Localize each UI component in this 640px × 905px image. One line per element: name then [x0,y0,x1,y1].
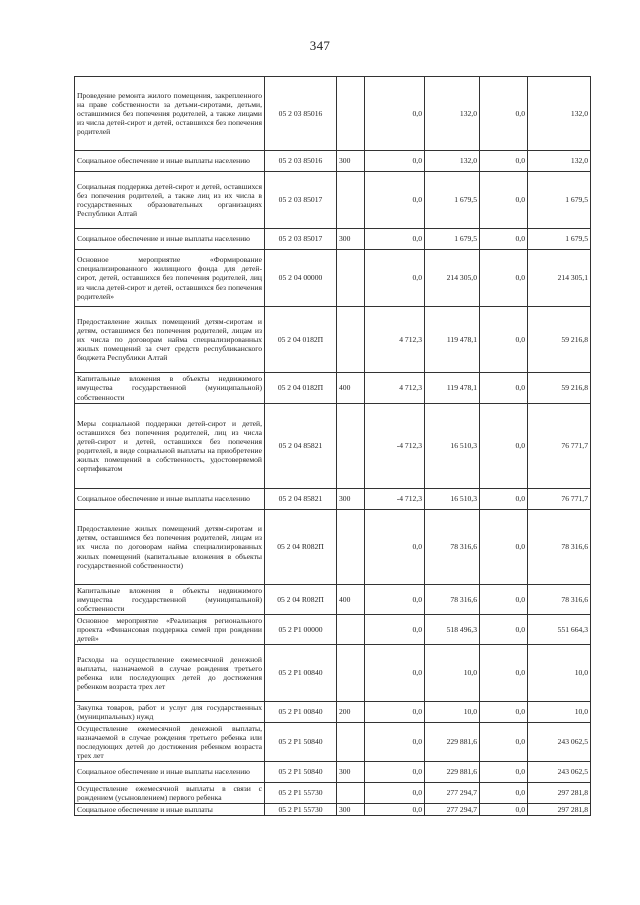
amount-year-1: 214 305,0 [425,250,480,307]
amount-change: 0,0 [365,783,425,804]
amount-change: 4 712,3 [365,307,425,373]
table-row [75,585,591,615]
amount-change: 0,0 [365,250,425,307]
budget-code: 05 2 03 85016 [265,151,337,172]
expense-type: 300 [337,804,365,816]
amount-change: 0,0 [365,804,425,816]
table-row [75,645,591,702]
table-row [75,615,591,645]
row-name: Основное мероприятие «Формирование специализированного жилищного фонда для детей-сирот, детей, оставшихся без попечения родителей, лиц из числа детей-сирот и детей, оставшихся без попечения родителей» [75,250,265,307]
amount-change-2: 0,0 [480,783,528,804]
row-name: Предоставление жилых помещений детям-сиротам и детям, оставшимся без попечения родителей, лицам из их числа по договорам найма специализированных жилых помещений (капитальные вложения в объекты государственной собственности) [75,510,265,585]
expense-type: 200 [337,702,365,723]
table-row [75,783,591,804]
table-row [75,489,591,510]
amount-change: 0,0 [365,172,425,229]
table-row [75,404,591,489]
row-name: Проведение ремонта жилого помещения, закрепленного на праве собственности за детьми-сиротами, детьми, оставшимися без попечения родителей, а также лицами из числа детей-сирот и детей, оставшихся без попечения родителей [75,77,265,151]
amount-year-1: 16 510,3 [425,404,480,489]
expense-type: 300 [337,762,365,783]
budget-code: 05 2 03 85017 [265,172,337,229]
amount-year-2: 132,0 [528,151,591,172]
budget-code: 05 2 P1 00840 [265,645,337,702]
row-name: Меры социальной поддержки детей-сирот и детей, оставшихся без попечения родителей, лиц из числа детей-сирот и детей, оставшихся без попечения родителей, в виде социальной выплаты на приобретение жилых помещений в собственность, удостоверяемой сертификатом [75,404,265,489]
row-name: Социальное обеспечение и иные выплаты населению [75,762,265,783]
table-row [75,510,591,585]
expense-type [337,783,365,804]
expense-type: 300 [337,489,365,510]
table-row [75,373,591,404]
expense-type [337,307,365,373]
amount-year-1: 16 510,3 [425,489,480,510]
row-name: Социальное обеспечение и иные выплаты населению [75,151,265,172]
row-name: Предоставление жилых помещений детям-сиротам и детям, оставшимся без попечения родителей, лицам из их числа по договорам найма специализированных жилых помещений за счет средств республиканского бюджета Республики Алтай [75,307,265,373]
amount-change-2: 0,0 [480,510,528,585]
amount-change-2: 0,0 [480,804,528,816]
amount-change: 0,0 [365,151,425,172]
amount-year-2: 214 305,1 [528,250,591,307]
expense-type [337,404,365,489]
amount-year-1: 10,0 [425,702,480,723]
amount-change: 0,0 [365,615,425,645]
amount-change: -4 712,3 [365,404,425,489]
amount-year-2: 132,0 [528,77,591,151]
expense-type [337,723,365,762]
amount-change: 0,0 [365,645,425,702]
amount-year-1: 1 679,5 [425,229,480,250]
amount-year-1: 78 316,6 [425,585,480,615]
amount-year-1: 1 679,5 [425,172,480,229]
amount-change: 4 712,3 [365,373,425,404]
row-name: Закупка товаров, работ и услуг для государственных (муниципальных) нужд [75,702,265,723]
budget-code: 05 2 03 85017 [265,229,337,250]
amount-year-1: 518 496,3 [425,615,480,645]
amount-year-1: 277 294,7 [425,804,480,816]
row-name: Расходы на осуществление ежемесячной денежной выплаты, назначаемой в случае рождения третьего ребенка или последующих детей до достижения ребенком возраста трех лет [75,645,265,702]
amount-year-2: 1 679,5 [528,229,591,250]
amount-change: 0,0 [365,229,425,250]
row-name: Капитальные вложения в объекты недвижимого имущества государственной (муниципальной) собственности [75,585,265,615]
amount-year-1: 10,0 [425,645,480,702]
table-row [75,229,591,250]
amount-year-1: 119 478,1 [425,307,480,373]
expense-type: 400 [337,585,365,615]
amount-year-2: 76 771,7 [528,489,591,510]
amount-year-2: 10,0 [528,645,591,702]
amount-change-2: 0,0 [480,585,528,615]
row-name: Социальное обеспечение и иные выплаты населению [75,229,265,250]
amount-year-1: 132,0 [425,151,480,172]
page-number: 347 [309,38,331,53]
amount-year-2: 297 281,8 [528,783,591,804]
amount-change-2: 0,0 [480,615,528,645]
budget-code: 05 2 P1 50840 [265,762,337,783]
amount-change: 0,0 [365,510,425,585]
table-row [75,172,591,229]
amount-change: -4 712,3 [365,489,425,510]
amount-change-2: 0,0 [480,77,528,151]
table-row [75,762,591,783]
row-name: Капитальные вложения в объекты недвижимого имущества государственной (муниципальной) собственности [75,373,265,404]
budget-code: 05 2 04 R082П [265,510,337,585]
amount-change-2: 0,0 [480,723,528,762]
expense-type [337,250,365,307]
table-row [75,804,591,816]
expense-type [337,615,365,645]
amount-year-2: 551 664,3 [528,615,591,645]
budget-code: 05 2 03 85016 [265,77,337,151]
budget-code: 05 2 04 00000 [265,250,337,307]
amount-change-2: 0,0 [480,489,528,510]
budget-table [74,76,591,816]
budget-code: 05 2 P1 55730 [265,783,337,804]
amount-change: 0,0 [365,702,425,723]
table-row [75,77,591,151]
expense-type [337,172,365,229]
table-row [75,702,591,723]
expense-type: 300 [337,151,365,172]
budget-code: 05 2 04 85821 [265,404,337,489]
amount-change: 0,0 [365,762,425,783]
amount-change-2: 0,0 [480,151,528,172]
amount-year-1: 78 316,6 [425,510,480,585]
row-name: Социальное обеспечение и иные выплаты населению [75,489,265,510]
row-name: Социальная поддержка детей-сирот и детей, оставшихся без попечения родителей, а также лиц из их числа в государственных образовательных организациях Республики Алтай [75,172,265,229]
row-name: Осуществление ежемесячной выплаты в связи с рождением (усыновлением) первого ребенка [75,783,265,804]
amount-year-2: 76 771,7 [528,404,591,489]
amount-year-1: 229 881,6 [425,723,480,762]
amount-change: 0,0 [365,723,425,762]
budget-code: 05 2 P1 00000 [265,615,337,645]
expense-type [337,510,365,585]
amount-change-2: 0,0 [480,250,528,307]
amount-year-1: 277 294,7 [425,783,480,804]
expense-type [337,645,365,702]
budget-code: 05 2 04 0182П [265,373,337,404]
budget-table-body [75,77,591,816]
budget-code: 05 2 04 0182П [265,307,337,373]
amount-year-2: 78 316,6 [528,510,591,585]
amount-year-2: 78 316,6 [528,585,591,615]
expense-type: 400 [337,373,365,404]
amount-change-2: 0,0 [480,373,528,404]
amount-year-2: 59 216,8 [528,373,591,404]
amount-year-1: 229 881,6 [425,762,480,783]
amount-year-1: 132,0 [425,77,480,151]
expense-type: 300 [337,229,365,250]
amount-year-2: 243 062,5 [528,762,591,783]
amount-change-2: 0,0 [480,404,528,489]
amount-year-1: 119 478,1 [425,373,480,404]
amount-year-2: 10,0 [528,702,591,723]
table-row [75,250,591,307]
budget-code: 05 2 P1 00840 [265,702,337,723]
amount-change-2: 0,0 [480,645,528,702]
budget-code: 05 2 04 R082П [265,585,337,615]
row-name: Социальное обеспечение и иные выплаты [75,804,265,816]
row-name: Осуществление ежемесячной денежной выплаты, назначаемой в случае рождения третьего ребенка или последующих детей до достижения ребенком возраста трех лет [75,723,265,762]
table-row [75,723,591,762]
table-row [75,307,591,373]
amount-year-2: 243 062,5 [528,723,591,762]
amount-change: 0,0 [365,77,425,151]
amount-change-2: 0,0 [480,172,528,229]
expense-type [337,77,365,151]
amount-change-2: 0,0 [480,229,528,250]
budget-code: 05 2 P1 50840 [265,723,337,762]
amount-change-2: 0,0 [480,702,528,723]
amount-year-2: 1 679,5 [528,172,591,229]
amount-change-2: 0,0 [480,762,528,783]
budget-code: 05 2 P1 55730 [265,804,337,816]
amount-change: 0,0 [365,585,425,615]
amount-year-2: 59 216,8 [528,307,591,373]
table-row [75,151,591,172]
amount-change-2: 0,0 [480,307,528,373]
amount-year-2: 297 281,8 [528,804,591,816]
row-name: Основное мероприятие «Реализация регионального проекта «Финансовая поддержка семей при рождении детей» [75,615,265,645]
budget-code: 05 2 04 85821 [265,489,337,510]
